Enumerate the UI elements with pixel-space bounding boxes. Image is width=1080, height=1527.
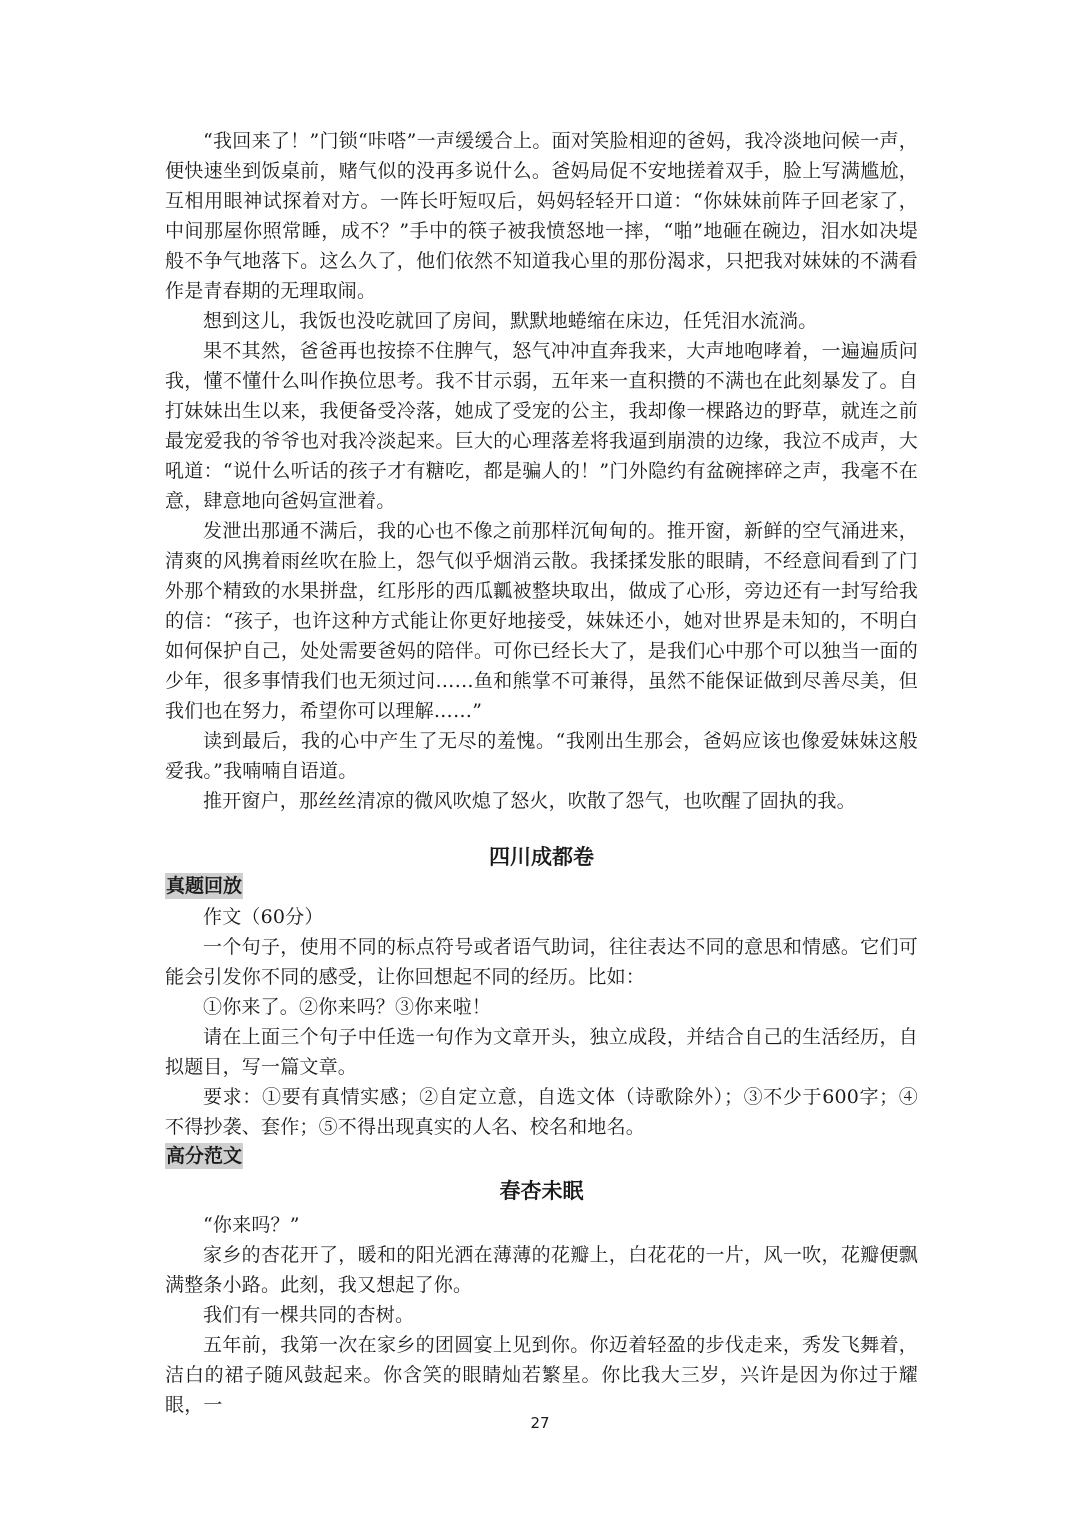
- page-number: 27: [530, 1414, 550, 1432]
- essay-two: [165, 1210, 918, 1420]
- essay-one-paragraph-5: 读到最后，我的心中产生了无尽的羞愧。“我刚出生那会，爸妈应该也像爱妹妹这般爱我。”我喃喃自语道。: [165, 730, 918, 782]
- review-tag-line: [165, 872, 918, 902]
- review-tag: 真题回放: [166, 875, 243, 897]
- prompt-paragraph-4: 要求：①要有真情实感；②自定立意，自选文体（诗歌除外）；③不少于600字；④不得抄袭、套作；⑤不得出现真实的人名、校名和地名。: [165, 1086, 918, 1138]
- essay-two-title: 春杏未眠: [499, 1179, 584, 1203]
- document-page: [165, 126, 918, 1420]
- prompt-heading: 作文（60分）: [203, 906, 324, 928]
- sample-tag: 高分范文: [166, 1145, 243, 1167]
- essay-two-paragraph-4: 五年前，我第一次在家乡的团圆宴上见到你。你迈着轻盈的步伐走来，秀发飞舞着，洁白的裙子随风鼓起来。你含笑的眼睛灿若繁星。你比我大三岁，兴许是因为你过于耀眼，一: [165, 1334, 918, 1416]
- prompt-paragraph-1: 一个句子，使用不同的标点符号或者语气助词，往往表达不同的意思和情感。它们可能会引发你不同的感受，让你回想起不同的经历。比如：: [165, 936, 918, 988]
- prompt-paragraph-2: ①你来了。②你来吗？③你来啦！: [203, 996, 492, 1018]
- essay-two-paragraph-1: “你来吗？”: [203, 1214, 300, 1236]
- essay-one-paragraph-2: 想到这儿，我饭也没吃就回了房间，默默地蜷缩在床边，任凭泪水流淌。: [203, 310, 818, 332]
- essay-two-paragraph-2: 家乡的杏花开了，暖和的阳光洒在薄薄的花瓣上，白花花的一片，风一吹，花瓣便飘满整条小路。此刻，我又想起了你。: [165, 1244, 918, 1296]
- essay-one-paragraph-6: 推开窗户，那丝丝清凉的微风吹熄了怒火，吹散了怨气，也吹醒了固执的我。: [203, 790, 856, 812]
- essay-prompt: [165, 902, 918, 1142]
- essay-two-paragraph-3: 我们有一棵共同的杏树。: [203, 1304, 415, 1326]
- sample-tag-line: [165, 1142, 918, 1172]
- essay-one-paragraph-3: 果不其然，爸爸再也按捺不住脾气，怒气冲冲直奔我来，大声地咆哮着，一遍遍质问我，懂不懂什么叫作换位思考。我不甘示弱，五年来一直积攒的不满也在此刻暴发了。自打妹妹出生以来，我便备受冷落，她成了受宠的公主，我却像一棵路边的野草，就连之前最宠爱我的爷爷也对我冷淡起来。巨大的心理落差将我逼到崩溃的边缘，我泣不成声，大吼道：“说什么听话的孩子才有糖吃，都是骗人的！”门外隐约有盆碗摔碎之声，我毫不在意，肆意地向爸妈宣泄着。: [165, 340, 918, 512]
- section-title: 四川成都卷: [489, 845, 594, 869]
- essay-one-paragraph-1: “我回来了！”门锁“咔嗒”一声缓缓合上。面对笑脸相迎的爸妈，我冷淡地问候一声，便快速坐到饭桌前，赌气似的没再多说什么。爸妈局促不安地搓着双手，脸上写满尴尬，互相用眼神试探着对方。一阵长吁短叹后，妈妈轻轻开口道：“你妹妹前阵子回老家了，中间那屋你照常睡，成不？”手中的筷子被我愤怒地一摔，“啪”地砸在碗边，泪水如决堤般不争气地落下。这么久了，他们依然不知道我心里的那份渴求，只把我对妹妹的不满看作是青春期的无理取闹。: [165, 130, 918, 302]
- prompt-paragraph-3: 请在上面三个句子中任选一句作为文章开头，独立成段，并结合自己的生活经历，自拟题目，写一篇文章。: [165, 1026, 918, 1078]
- essay-one-paragraph-4: 发泄出那通不满后，我的心也不像之前那样沉甸甸的。推开窗，新鲜的空气涌进来，清爽的风携着雨丝吹在脸上，怨气似乎烟消云散。我揉揉发胀的眼睛，不经意间看到了门外那个精致的水果拼盘，红彤彤的西瓜瓤被整块取出，做成了心形，旁边还有一封写给我的信：“孩子，也许这种方式能让你更好地接受，妹妹还小，她对世界是未知的，不明白如何保护自己，处处需要爸妈的陪伴。可你已经长大了，是我们心中那个可以独当一面的少年，很多事情我们也无须过问……鱼和熊掌不可兼得，虽然不能保证做到尽善尽美，但我们也在努力，希望你可以理解……”: [165, 520, 918, 722]
- essay-one: [165, 126, 918, 816]
- section-spacer: [165, 816, 918, 842]
